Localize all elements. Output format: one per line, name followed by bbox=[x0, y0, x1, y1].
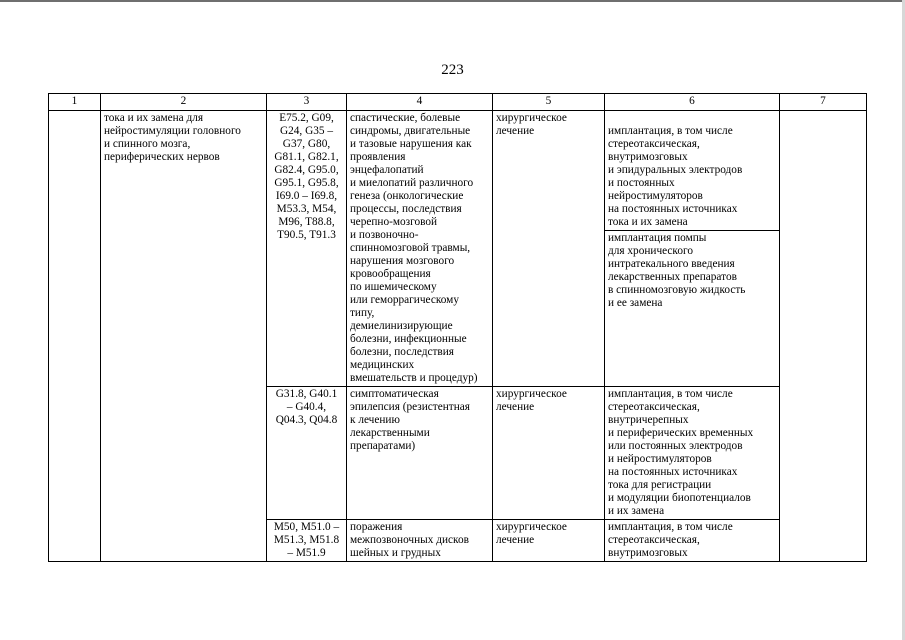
cell-treatment-method: имплантация, в том числе стереотаксическая, внутричерепных и периферических временных или постоянных электродов и нейростимуляторов на постоянных источниках тока для регистрации и модуляции биопотенциалов и их замена bbox=[605, 387, 780, 520]
cell-treatment-method: имплантация, в том числе стереотаксическая, внутримозговых bbox=[605, 520, 780, 562]
cell-cost bbox=[780, 111, 867, 562]
cell-method-name: тока и их замена для нейростимуляции головного и спинного мозга, периферических нервов bbox=[101, 111, 267, 562]
document-table bbox=[48, 93, 867, 562]
page-number: 223 bbox=[441, 62, 464, 78]
scan-top-border bbox=[0, 0, 905, 2]
treatment-method-split bbox=[605, 124, 779, 387]
table-header-row bbox=[49, 94, 867, 111]
treatment-method-part: имплантация, в том числе стереотаксическая, внутримозговых и эпидуральных электродов и постоянных нейростимуляторов на постоянных источниках тока и их замена bbox=[608, 125, 743, 228]
cell-patient-model: поражения межпозвоночных дисков шейных и грудных bbox=[347, 520, 493, 562]
header-cell-4: 4 bbox=[347, 94, 493, 111]
cell-diagnosis-codes: G31.8, G40.1 – G40.4, Q04.3, Q04.8 bbox=[267, 387, 347, 520]
cell-treatment-type: хирургическое лечение bbox=[493, 520, 605, 562]
header-cell-7: 7 bbox=[780, 94, 867, 111]
header-cell-6: 6 bbox=[605, 94, 780, 111]
header-cell-3: 3 bbox=[267, 94, 347, 111]
cell-number bbox=[49, 111, 101, 562]
cell-diagnosis-codes: M50, M51.0 – M51.3, M51.8 – M51.9 bbox=[267, 520, 347, 562]
header-cell-1: 1 bbox=[49, 94, 101, 111]
cell-treatment-type: хирургическое лечение bbox=[493, 387, 605, 520]
cell-patient-model: спастические, болевые синдромы, двигательные и тазовые нарушения как проявления энцефалопатий и миелопатий различного генеза (онкологические процессы, последствия черепно-мозговой и позвоночно- спинномозговой травмы, нарушения мозгового кровообращения по ишемическому или геморрагическому типу, демиелинизирующие болезни, инфекционные болезни, последствия медицинских вмешательств и процедур) bbox=[347, 111, 493, 387]
header-cell-5: 5 bbox=[493, 94, 605, 111]
table-row bbox=[49, 111, 867, 387]
cell-diagnosis-codes: E75.2, G09, G24, G35 – G37, G80, G81.1, G82.1, G82.4, G95.0, G95.1, G95.8, I69.0 – I69.8, M53.3, M54, M96, T88.8, T90.5, T91.3 bbox=[267, 111, 347, 387]
cell-treatment-type: хирургическое лечение bbox=[493, 111, 605, 387]
header-cell-2: 2 bbox=[101, 94, 267, 111]
cell-patient-model: симптоматическая эпилепсия (резистентная к лечению лекарственными препаратами) bbox=[347, 387, 493, 520]
cell-treatment-method bbox=[605, 111, 780, 387]
treatment-method-part: имплантация помпы для хронического интратекального введения лекарственных препаратов в спинномозговую жидкость и ее замена bbox=[605, 230, 779, 311]
